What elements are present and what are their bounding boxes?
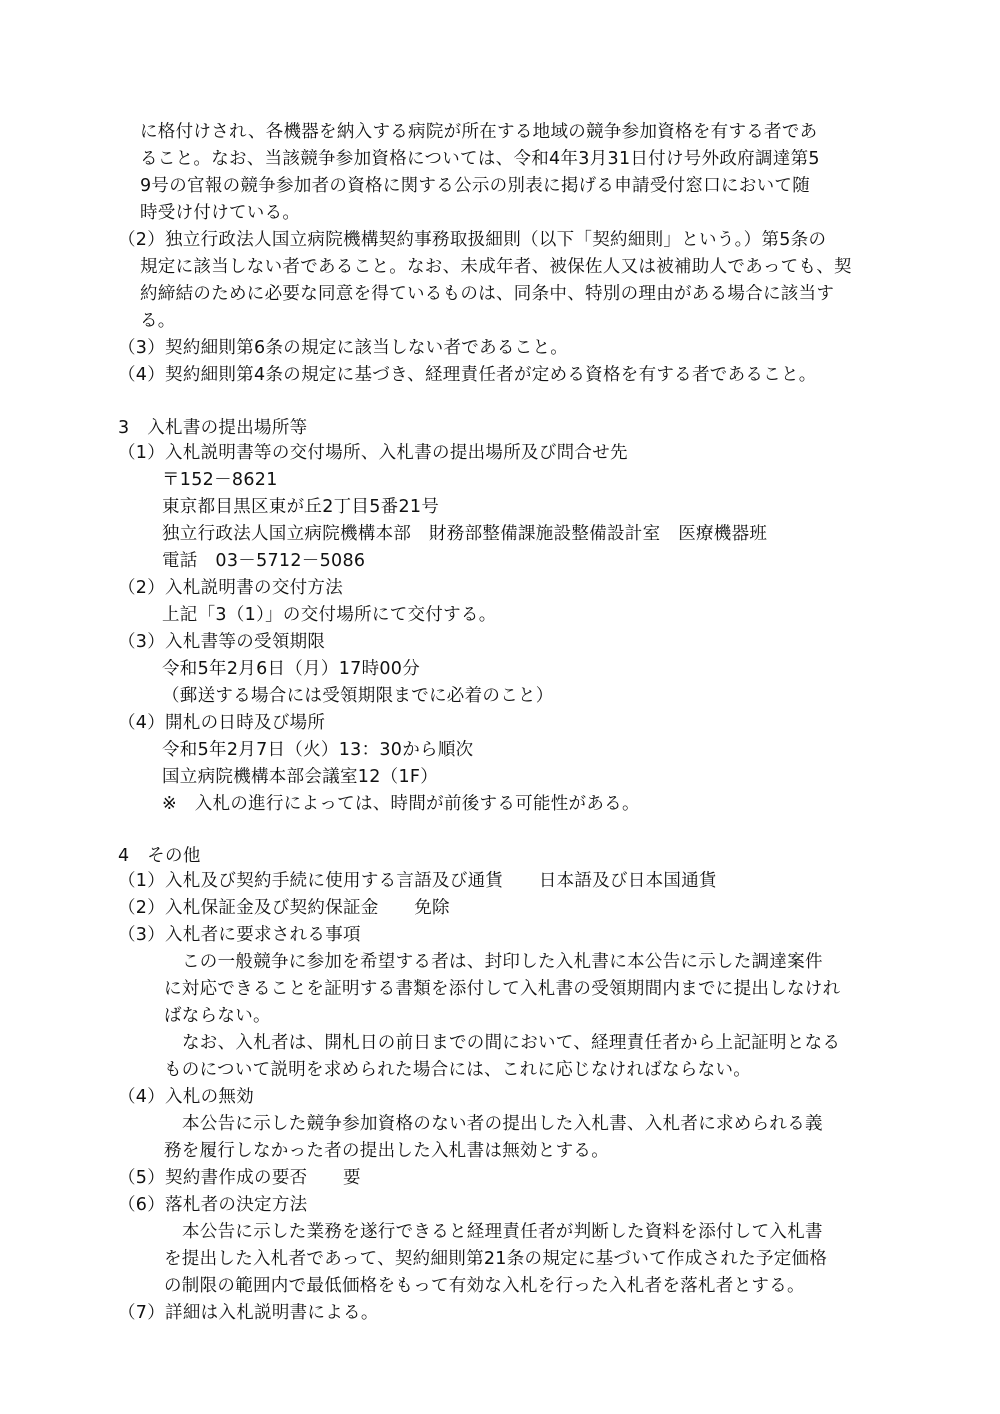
paragraph-line: に格付けされ、各機器を納入する病院が所在する地域の競争参加資格を有する者であ [140, 122, 818, 142]
paragraph-line: に対応できることを証明する書類を添付して入札書の受領期間内までに提出しなけれ [164, 979, 841, 999]
paragraph-line: この一般競争に参加を希望する者は、封印した入札書に本公告に示した調達案件 [182, 952, 823, 972]
section-heading: 4 その他 [118, 846, 201, 866]
list-item: （4）契約細則第4条の規定に基づき、経理責任者が定める資格を有する者であること。 [118, 365, 817, 385]
opening-place: 国立病院機構本部会議室12（1F） [162, 767, 439, 787]
paragraph-line: 9号の官報の競争参加者の資格に関する公示の別表に掲げる申請受付窓口において随 [140, 176, 811, 196]
list-item: （7）詳細は入札説明書による。 [118, 1303, 379, 1323]
phone-number: 電話 03－5712－5086 [162, 551, 366, 571]
paragraph-line: 上記「3（1）」の交付場所にて交付する。 [162, 605, 497, 625]
paragraph-line: ばならない。 [164, 1006, 271, 1026]
list-item: （2）入札説明書の交付方法 [118, 578, 344, 598]
paragraph-line: 約締結のために必要な同意を得ているものは、同条中、特別の理由がある場合に該当す [140, 284, 835, 304]
paragraph-line: 本公告に示した競争参加資格のない者の提出した入札書、入札者に求められる義 [182, 1114, 823, 1134]
list-item: （3）入札書等の受領期限 [118, 632, 326, 652]
paragraph-line: ものについて説明を求められた場合には、これに応じなければならない。 [164, 1060, 752, 1080]
paragraph-line: なお、入札者は、開札日の前日までの間において、経理責任者から上記証明となる [182, 1033, 841, 1053]
list-item: （4）入札の無効 [118, 1087, 255, 1107]
paragraph-line: る。 [140, 311, 176, 331]
list-item: （1）入札及び契約手続に使用する言語及び通貨 日本語及び日本国通貨 [118, 871, 717, 891]
list-item: （4）開札の日時及び場所 [118, 713, 326, 733]
paragraph-line: ※ 入札の進行によっては、時間が前後する可能性がある。 [162, 794, 640, 814]
paragraph-line: を提出した入札者であって、契約細則第21条の規定に基づいて作成された予定価格 [164, 1249, 828, 1269]
paragraph-line: （郵送する場合には受領期限までに必着のこと） [162, 686, 554, 706]
paragraph-line: 規定に該当しない者であること。なお、未成年者、被保佐人又は被補助人であっても、契 [140, 257, 852, 277]
list-item: （3）契約細則第6条の規定に該当しない者であること。 [118, 338, 569, 358]
paragraph-line: 時受け付けている。 [140, 203, 301, 223]
list-item: （2）独立行政法人国立病院機構契約事務取扱細則（以下「契約細則」という。）第5条の [118, 230, 827, 250]
list-item: （6）落札者の決定方法 [118, 1195, 308, 1215]
list-item: （3）入札者に要求される事項 [118, 925, 361, 945]
opening-date: 令和5年2月7日（火）13：30から順次 [162, 740, 474, 760]
list-item: （2）入札保証金及び契約保証金 免除 [118, 898, 450, 918]
section-heading: 3 入札書の提出場所等 [118, 418, 308, 438]
office-name: 独立行政法人国立病院機構本部 財務部整備課施設整備設計室 医療機器班 [162, 524, 768, 544]
address: 東京都目黒区東が丘2丁目5番21号 [162, 497, 440, 517]
paragraph-line: の制限の範囲内で最低価格をもって有効な入札を行った入札者を落札者とする。 [164, 1276, 805, 1296]
deadline-date: 令和5年2月6日（月）17時00分 [162, 659, 421, 679]
paragraph-line: 務を履行しなかった者の提出した入札書は無効とする。 [164, 1141, 609, 1161]
list-item: （1）入札説明書等の交付場所、入札書の提出場所及び問合せ先 [118, 443, 628, 463]
list-item: （5）契約書作成の要否 要 [118, 1168, 361, 1188]
postal-code: 〒152－8621 [162, 470, 278, 490]
paragraph-line: 本公告に示した業務を遂行できると経理責任者が判断した資料を添付して入札書 [182, 1222, 823, 1242]
paragraph-line: ること。なお、当該競争参加資格については、令和4年3月31日付け号外政府調達第5 [140, 149, 820, 169]
